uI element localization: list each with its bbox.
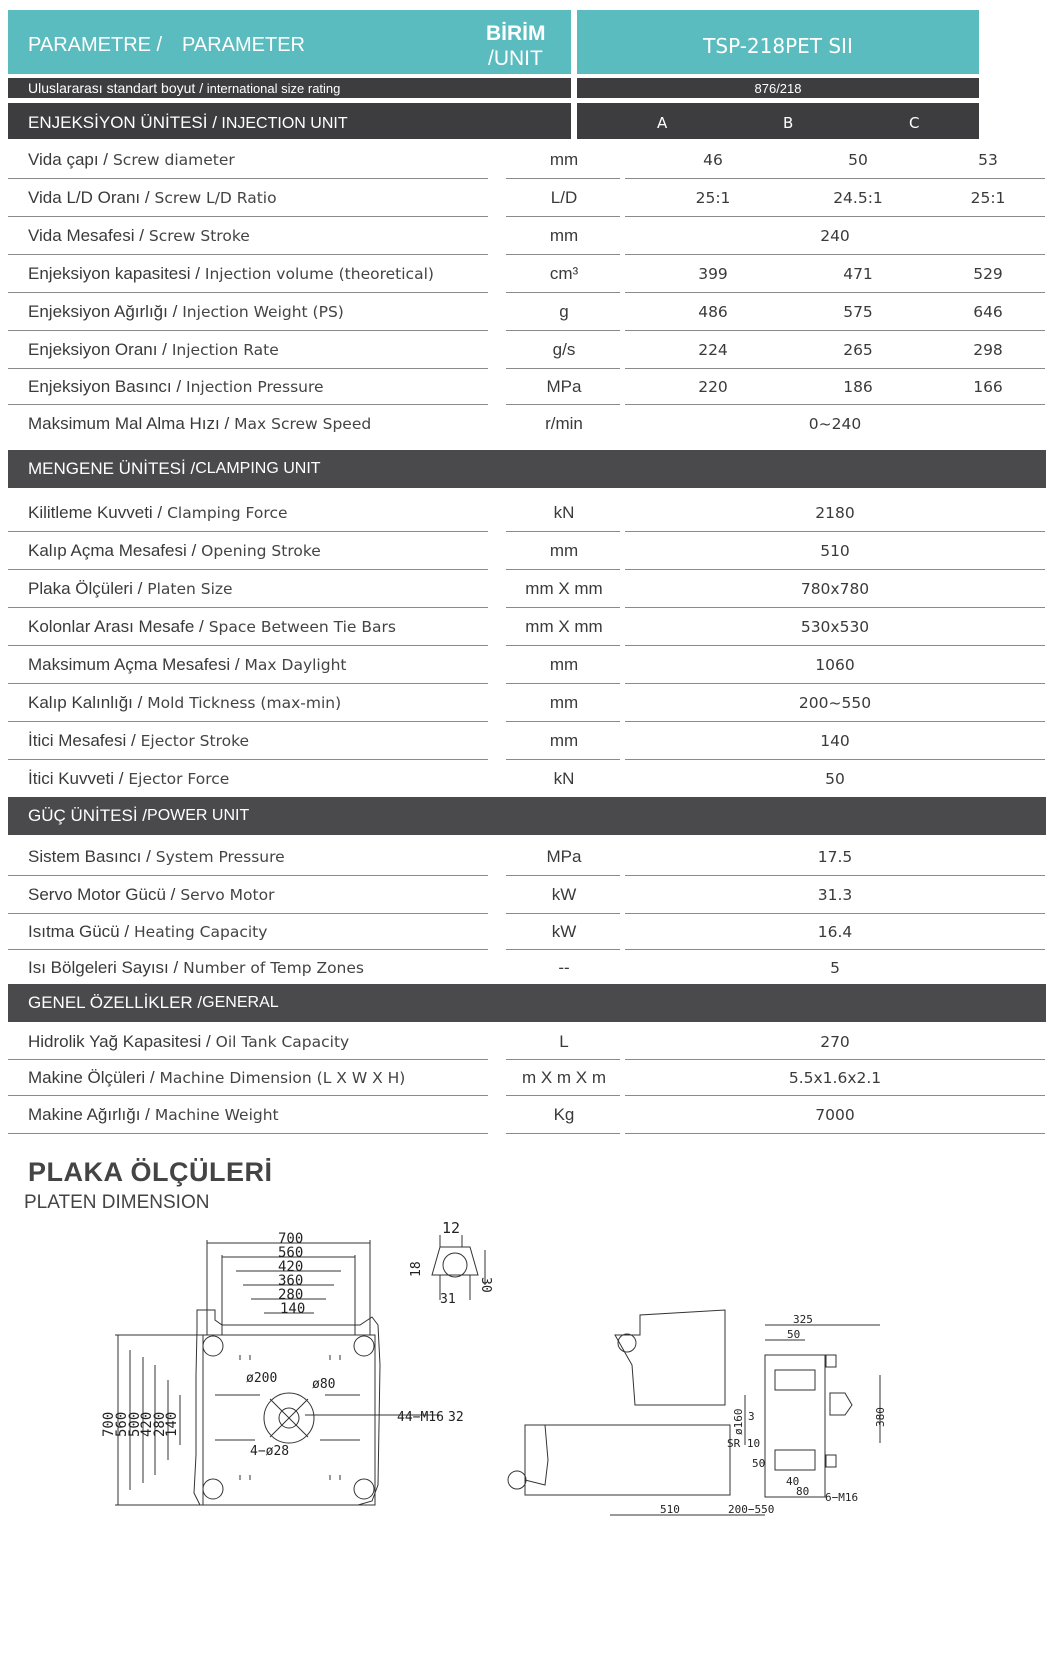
spec-label-en: Injection Weight (PS) xyxy=(177,303,344,321)
spec-value-a: 399 xyxy=(698,265,728,283)
spec-label-tr: Vida çapı / xyxy=(28,150,109,169)
side-dim-40: 40 xyxy=(786,1475,800,1488)
general-title-en: GENERAL xyxy=(202,994,279,1011)
spec-value-c: 166 xyxy=(973,378,1003,396)
spec-label xyxy=(28,293,344,331)
power-title-en: POWER UNIT xyxy=(147,807,250,824)
header-unit-tr: BİRİM xyxy=(486,22,546,45)
spec-unit: g/s xyxy=(552,340,576,359)
spec-label xyxy=(28,369,324,405)
side-dim-160: ø160 xyxy=(732,1408,745,1435)
spec-label-tr: Enjeksiyon kapasitesi / xyxy=(28,264,200,283)
size-rating-label-en: international size rating xyxy=(203,81,341,96)
spec-value-a: 25:1 xyxy=(695,189,731,207)
spec-label-tr: Enjeksiyon Oranı / xyxy=(28,340,167,359)
spec-value: 140 xyxy=(820,732,850,750)
spec-label-en: Space Between Tie Bars xyxy=(203,618,396,636)
dim-top-360: 360 xyxy=(278,1273,304,1289)
spec-label xyxy=(28,1024,349,1060)
spec-row xyxy=(8,532,1046,570)
spec-unit: mm xyxy=(549,655,579,674)
spec-label-en: System Pressure xyxy=(150,848,285,866)
spec-unit: mm X mm xyxy=(525,617,603,636)
spec-label-tr: Isıtma Gücü / xyxy=(28,922,130,941)
side-view-body xyxy=(525,1425,548,1485)
spec-label-en: Machine Dimension (L X W X H) xyxy=(154,1069,406,1087)
spec-label xyxy=(28,838,285,876)
power-title-tr: GÜÇ ÜNİTESİ / xyxy=(28,806,148,825)
side-dim-510: 510 xyxy=(660,1503,680,1516)
side-dim-200-550: 200−550 xyxy=(728,1503,775,1516)
spec-value-b: 24.5:1 xyxy=(833,189,883,207)
dim-top-560: 560 xyxy=(278,1245,304,1261)
spec-value-a: 486 xyxy=(698,303,728,321)
general-section-title xyxy=(8,984,1046,1022)
spec-value-b: 471 xyxy=(843,265,873,283)
spec-unit: kN xyxy=(553,503,575,522)
spec-unit: L/D xyxy=(550,188,578,207)
clamping-title-en: CLAMPING UNIT xyxy=(195,460,321,477)
side-dim-325: 325 xyxy=(793,1313,813,1326)
slot-dim-12: 12 xyxy=(442,1219,461,1237)
spec-row xyxy=(8,838,1046,876)
spec-row xyxy=(8,255,1046,293)
spec-label-tr: Isı Bölgeleri Sayısı / xyxy=(28,958,179,977)
dim-left-280: 280 xyxy=(152,1411,168,1437)
spec-label-en: Mold Tickness (max-min) xyxy=(142,694,342,712)
injection-title-tr: ENJEKSİYON ÜNİTESİ / xyxy=(28,113,217,132)
spec-label xyxy=(28,532,321,570)
spec-row xyxy=(8,405,1046,443)
header-param-tr: PARAMETRE / xyxy=(28,34,163,56)
spec-label-en: Number of Temp Zones xyxy=(178,959,364,977)
spec-value-c: 53 xyxy=(978,151,998,169)
side-view-platen xyxy=(615,1310,725,1405)
spec-value: 200~550 xyxy=(798,694,872,712)
dim-left-560: 560 xyxy=(114,1411,130,1437)
spec-value-a: 224 xyxy=(698,341,728,359)
spec-label-en: Heating Capacity xyxy=(129,923,268,941)
side-dim-50: 50 xyxy=(787,1328,801,1341)
spec-row xyxy=(8,1024,1046,1060)
spec-label xyxy=(28,141,235,179)
spec-row xyxy=(8,1096,1046,1134)
side-dim-80: 80 xyxy=(796,1485,810,1498)
spec-label xyxy=(28,876,274,914)
spec-value: 1060 xyxy=(815,656,855,674)
spec-label xyxy=(28,646,346,684)
spec-label-tr: Vida L/D Oranı / xyxy=(28,188,150,207)
spec-row xyxy=(8,217,1046,255)
column-a-header: A xyxy=(657,114,668,132)
tie-bar-tl xyxy=(203,1336,223,1356)
label-dia-200: ø200 xyxy=(246,1371,278,1386)
spec-label-en: Injection Rate xyxy=(166,341,279,359)
spec-value-c: 529 xyxy=(973,265,1003,283)
spec-label xyxy=(28,179,277,217)
spec-value: 0~240 xyxy=(808,415,862,433)
row-divider xyxy=(8,1133,488,1134)
spec-label xyxy=(28,1096,279,1134)
spec-label-en: Clamping Force xyxy=(162,504,288,522)
dim-top-420: 420 xyxy=(278,1259,304,1275)
spec-label-en: Opening Stroke xyxy=(196,542,321,560)
spec-label-tr: Maksimum Mal Alma Hızı / xyxy=(28,414,230,433)
spec-row xyxy=(8,570,1046,608)
spec-value-b: 50 xyxy=(848,151,868,169)
spec-label xyxy=(28,914,267,950)
spec-label-tr: Enjeksiyon Basıncı / xyxy=(28,377,182,396)
spec-value-c: 25:1 xyxy=(970,189,1006,207)
label-dia-80: ø80 xyxy=(312,1377,336,1392)
spec-unit: mm xyxy=(549,731,579,750)
spec-unit: L xyxy=(559,1032,569,1051)
dim-top-140: 140 xyxy=(280,1301,306,1317)
spec-value: 510 xyxy=(820,542,850,560)
spec-label-en: Screw Stroke xyxy=(143,227,250,245)
spec-value: 17.5 xyxy=(817,848,853,866)
spec-value-b: 186 xyxy=(843,378,873,396)
spec-label xyxy=(28,570,233,608)
side-dim-m16: 6−M16 xyxy=(825,1491,859,1504)
spec-label-tr: Makine Ağırlığı / xyxy=(28,1105,150,1124)
spec-label-en: Servo Motor xyxy=(175,886,275,904)
injection-columns-header xyxy=(577,103,979,139)
spec-label xyxy=(28,760,229,798)
spec-unit: Kg xyxy=(553,1105,575,1124)
size-rating-label-tr: Uluslararası standart boyut / xyxy=(28,80,204,96)
spec-unit: kW xyxy=(551,922,577,941)
spec-unit: r/min xyxy=(545,414,583,433)
spec-row xyxy=(8,760,1046,798)
spec-label-tr: Sistem Basıncı / xyxy=(28,847,151,866)
spec-unit: mm xyxy=(549,226,579,245)
column-c-header: C xyxy=(909,114,920,132)
spec-unit: kW xyxy=(551,885,577,904)
size-rating-value-cell xyxy=(577,78,979,98)
spec-row xyxy=(8,331,1046,369)
t-slot-detail xyxy=(432,1247,478,1275)
spec-label-en: Screw L/D Ratio xyxy=(149,189,277,207)
spec-row xyxy=(8,608,1046,646)
spec-unit: MPa xyxy=(546,847,582,866)
tie-bar-bl xyxy=(203,1479,223,1499)
injection-title-en: INJECTION UNIT xyxy=(216,115,348,132)
header-model-cell xyxy=(577,10,979,74)
platen-front-body xyxy=(203,1335,375,1505)
label-hole-depth: 32 xyxy=(448,1410,464,1425)
header-param-en: PARAMETER xyxy=(182,34,305,56)
spec-value-b: 575 xyxy=(843,303,873,321)
spec-unit: mm X mm xyxy=(525,579,603,598)
spec-label-tr: Kilitleme Kuvveti / xyxy=(28,503,163,522)
spec-value: 31.3 xyxy=(817,886,853,904)
spec-value-c: 298 xyxy=(973,341,1003,359)
platen-subtitle: PLATEN DIMENSION xyxy=(24,1192,210,1213)
slot-dim-30: 30 xyxy=(478,1277,493,1293)
spec-row xyxy=(8,293,1046,331)
spec-row xyxy=(8,722,1046,760)
spec-label-en: Ejector Force xyxy=(123,770,230,788)
spec-unit: MPa xyxy=(546,377,582,396)
spec-value: 270 xyxy=(820,1033,850,1051)
spec-row xyxy=(8,914,1046,950)
spec-value-a: 220 xyxy=(698,378,728,396)
spec-label xyxy=(28,217,250,255)
spec-label xyxy=(28,684,341,722)
spec-value: 240 xyxy=(820,227,850,245)
spec-unit: mm xyxy=(549,693,579,712)
spec-label xyxy=(28,722,249,760)
spec-unit: -- xyxy=(558,958,570,977)
tie-bar-br xyxy=(354,1479,374,1499)
spec-value: 16.4 xyxy=(817,923,853,941)
spec-row xyxy=(8,494,1046,532)
spec-row xyxy=(8,369,1046,405)
spec-row xyxy=(8,950,1046,986)
spec-unit: m X m X m xyxy=(521,1068,607,1087)
header-unit-en: /UNIT xyxy=(488,47,543,70)
label-4-holes: 4−ø28 xyxy=(250,1444,290,1459)
spec-label xyxy=(28,331,279,369)
dim-left-140: 140 xyxy=(164,1411,180,1437)
spec-value-c: 646 xyxy=(973,303,1003,321)
spec-label-en: Machine Weight xyxy=(149,1106,279,1124)
spec-label-tr: Makine Ölçüleri / xyxy=(28,1068,155,1087)
spec-row xyxy=(8,1060,1046,1096)
spec-row xyxy=(8,646,1046,684)
row-divider xyxy=(506,1133,620,1134)
spec-row xyxy=(8,179,1046,217)
spec-value-b: 265 xyxy=(843,341,873,359)
dim-left-700: 700 xyxy=(101,1411,117,1437)
size-rating-row xyxy=(8,78,571,98)
side-view-base xyxy=(525,1425,730,1495)
header-parameter-cell xyxy=(8,10,571,74)
slot-dim-31: 31 xyxy=(440,1292,456,1307)
spec-label-en: Oil Tank Capacity xyxy=(210,1033,350,1051)
row-divider xyxy=(625,1133,1045,1134)
spec-label xyxy=(28,255,434,293)
spec-label-tr: İtici Kuvveti / xyxy=(28,769,124,788)
injection-section-title xyxy=(8,103,571,139)
side-dim-50b: 50 xyxy=(752,1457,766,1470)
spec-unit: cm³ xyxy=(549,264,579,283)
size-rating-value: 876/218 xyxy=(754,81,802,96)
spec-value: 530x530 xyxy=(800,618,870,636)
spec-label-tr: Maksimum Açma Mesafesi / xyxy=(28,655,240,674)
spec-label-tr: Kalıp Kalınlığı / xyxy=(28,693,143,712)
side-dim-sr10: SR 10 xyxy=(727,1437,761,1450)
column-b-header: B xyxy=(783,114,794,132)
spec-row xyxy=(8,876,1046,914)
clamping-section-title xyxy=(8,450,1046,488)
spec-unit: mm xyxy=(549,150,579,169)
spec-label-en: Platen Size xyxy=(142,580,233,598)
spec-label xyxy=(28,405,371,443)
spec-label-en: Injection volume (theoretical) xyxy=(199,265,434,283)
spec-label-tr: Kolonlar Arası Mesafe / xyxy=(28,617,204,636)
spec-label xyxy=(28,1060,405,1096)
dim-left-420: 420 xyxy=(139,1411,155,1437)
dim-top-280: 280 xyxy=(278,1287,304,1303)
spec-value-a: 46 xyxy=(703,151,723,169)
dim-left-500: 500 xyxy=(127,1411,143,1437)
spec-label-en: Injection Pressure xyxy=(181,378,324,396)
platen-title: PLAKA ÖLÇÜLERİ xyxy=(28,1157,273,1187)
spec-row xyxy=(8,684,1046,722)
spec-label xyxy=(28,950,364,986)
spec-label-tr: Kalıp Açma Mesafesi / xyxy=(28,541,197,560)
spec-value: 2180 xyxy=(815,504,855,522)
spec-label-en: Max Screw Speed xyxy=(229,415,372,433)
spec-label-en: Max Daylight xyxy=(239,656,347,674)
spec-value: 5 xyxy=(830,959,840,977)
spec-value: 5.5x1.6x2.1 xyxy=(788,1069,882,1087)
spec-value: 780x780 xyxy=(800,580,870,598)
spec-value: 7000 xyxy=(815,1106,855,1124)
side-dim-380: 380 xyxy=(874,1407,887,1427)
general-title-tr: GENEL ÖZELLİKLER / xyxy=(28,993,203,1012)
platen-front-outline xyxy=(194,1310,380,1505)
spec-label-en: Screw diameter xyxy=(108,151,235,169)
spec-label-tr: Hidrolik Yağ Kapasitesi / xyxy=(28,1032,211,1051)
spec-label-en: Ejector Stroke xyxy=(135,732,250,750)
tie-bar-tr xyxy=(354,1336,374,1356)
label-holes: 44−M16 xyxy=(397,1410,444,1425)
spec-label-tr: Plaka Ölçüleri / xyxy=(28,579,143,598)
spec-label-tr: Vida Mesafesi / xyxy=(28,226,144,245)
spec-row xyxy=(8,141,1046,179)
platen-drawing xyxy=(0,1215,1053,1535)
clamping-title-tr: MENGENE ÜNİTESİ / xyxy=(28,459,196,478)
slot-dim-18: 18 xyxy=(409,1261,424,1277)
spec-unit: kN xyxy=(553,769,575,788)
spec-label xyxy=(28,608,396,646)
spec-label-tr: Enjeksiyon Ağırlığı / xyxy=(28,302,178,321)
spec-value: 50 xyxy=(825,770,845,788)
spec-label-tr: Servo Motor Gücü / xyxy=(28,885,176,904)
side-dim-3: 3 xyxy=(748,1410,755,1423)
spec-label-tr: İtici Mesafesi / xyxy=(28,731,136,750)
header-model: TSP-218PET SII xyxy=(703,34,853,58)
spec-unit: g xyxy=(559,302,569,321)
dim-top-700: 700 xyxy=(278,1231,304,1247)
power-section-title xyxy=(8,797,1046,835)
spec-label xyxy=(28,494,288,532)
spec-unit: mm xyxy=(549,541,579,560)
